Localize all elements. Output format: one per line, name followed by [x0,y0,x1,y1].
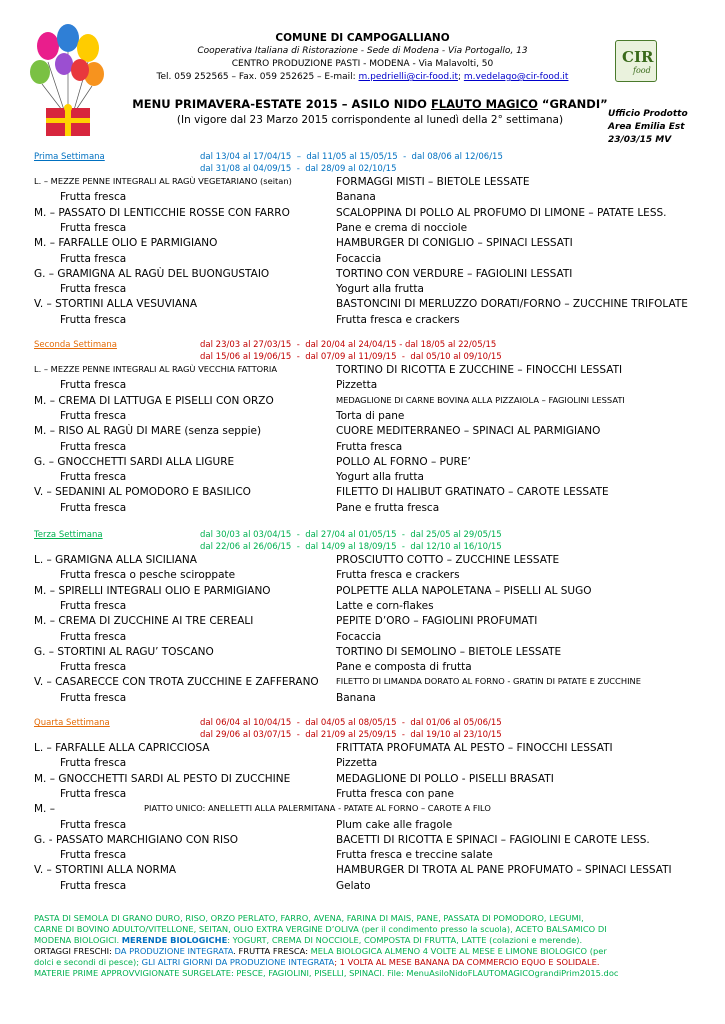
footer-line-3: MODENA BIOLOGICI. MERENDE BIOLOGICHE: YOGURT, CREMA DI NOCCIOLE, COMPOSTA DI FRUTTA, LATTE (colazioni e merende). [34,935,583,945]
menu-row [34,471,714,486]
menu-left-cell: Frutta fresca [60,787,127,800]
menu-row [34,191,714,206]
menu-row [34,410,714,425]
menu-right-cell: BASTONCINI DI MERLUZZO DORATI/FORNO – ZUCCHINE TRIFOLATE [336,298,688,311]
menu-row [34,298,714,313]
menu-right-cell: Pane e frutta fresca [336,501,440,514]
menu-left-cell: Frutta fresca [60,252,127,265]
cir-logo-text: CIR [622,48,654,66]
menu-row [34,176,714,191]
menu-row [34,237,714,252]
menu-right-cell: FILETTO DI LIMANDA DORATO AL FORNO - GRATIN DI PATATE E ZUCCHINE [336,676,641,687]
menu-left-cell: L. – MEZZE PENNE INTEGRALI AL RAGÙ VEGETARIANO (seitan) [34,176,292,186]
menu-left-cell: M. – [34,803,55,816]
menu-row [34,676,714,691]
menu-right-cell: PROSCIUTTO COTTO – ZUCCHINE LESSATE [336,554,560,566]
menu-left-cell: M. – SPIRELLI INTEGRALI OLIO E PARMIGIANO [34,584,271,597]
menu-left-cell: M. – PASSATO DI LENTICCHIE ROSSE CON FARRO [34,206,290,219]
week-label: Seconda Settimana [34,340,117,350]
menu-right-cell: Latte e corn-flakes [336,599,434,612]
menu-left-cell: Frutta fresca [60,283,127,296]
week-dates-2: dal 31/08 al 04/09/15 - dal 28/09 al 02/10/15 [200,164,397,174]
menu-right-cell: Pizzetta [336,379,378,392]
week-dates-2: dal 22/06 al 26/06/15 - dal 14/09 al 18/09/15 - dal 12/10 al 16/10/15 [200,542,502,552]
menu-row [34,880,714,895]
menu-row [34,757,714,772]
menu-row [34,441,714,456]
menu-left-cell: V. – CASARECCE CON TROTA ZUCCHINE E ZAFFERANO [34,676,319,689]
menu-title: MENU PRIMAVERA-ESTATE 2015 – ASILO NIDO FLAUTO MAGICO “GRANDI” [132,97,608,111]
menu-subtitle: (In vigore dal 23 Marzo 2015 corrispondente al lunedì della 2° settimana) [176,114,564,126]
menu-left-cell: Frutta fresca [60,501,127,514]
menu-row [34,742,714,757]
menu-left-cell: V. – STORTINI ALLA VESUVIANA [34,298,198,311]
menu-right-cell: HAMBURGER DI CONIGLIO – SPINACI LESSATI [336,237,573,250]
footer-line-2: CARNE DI BOVINO ADULTO/VITELLONE, SEITAN, OLIO EXTRA VERGINE D’OLIVA (per il condimento presso la scuola), ACETO BALSAMICO DI [34,924,607,934]
week-dates-2: dal 15/06 al 19/06/15 - dal 07/09 al 11/09/15 - dal 05/10 al 09/10/15 [200,352,502,362]
menu-right-cell: TORTINO CON VERDURE – FAGIOLINI LESSATI [336,267,573,280]
menu-left-cell: Frutta fresca [60,879,127,892]
menu-left-cell: Frutta fresca [60,691,127,704]
menu-row [34,486,714,501]
menu-left-cell: G. – GNOCCHETTI SARDI ALLA LIGURE [34,455,235,468]
menu-right-cell: Focaccia [336,252,382,265]
menu-left-cell: Frutta fresca [60,630,127,643]
menu-row [34,314,714,329]
food-logo-text: food [633,66,651,75]
menu-right-cell: POLLO AL FORNO – PURE’ [336,455,471,468]
menu-row [34,788,714,803]
menu-right-cell: Frutta fresca e crackers [336,569,460,582]
menu-right-cell: PIATTO UNICO: ANELLETTI ALLA PALERMITANA - PATATE AL FORNO – CAROTE A FILO [144,803,491,814]
menu-left-cell: M. – FARFALLE OLIO E PARMIGIANO [34,237,218,250]
menu-right-cell: FILETTO DI HALIBUT GRATINATO – CAROTE LESSATE [336,486,609,499]
menu-right-cell: Frutta fresca e treccine salate [336,849,493,862]
menu-right-cell: PEPITE D’ORO – FAGIOLINI PROFUMATI [336,615,538,628]
menu-row [34,646,714,661]
menu-left-cell: Frutta fresca [60,409,127,422]
week-dates-1: dal 06/04 al 10/04/15 - dal 04/05 al 08/05/15 - dal 01/06 al 05/06/15 [200,718,502,728]
menu-left-cell: M. – CREMA DI LATTUGA E PISELLI CON ORZO [34,394,274,407]
menu-row [34,773,714,788]
menu-row [34,268,714,283]
menu-right-cell: Yogurt alla frutta [336,471,424,484]
week-dates-2: dal 29/06 al 03/07/15 - dal 21/09 al 25/09/15 - dal 19/10 al 23/10/15 [200,730,502,740]
menu-row [34,661,714,676]
week-dates-1: dal 23/03 al 27/03/15 - dal 20/04 al 24/04/15 - dal 18/05 al 22/05/15 [200,340,497,350]
menu-row [34,631,714,646]
week-dates-1: dal 30/03 al 03/04/15 - dal 27/04 al 01/05/15 - dal 25/05 al 29/05/15 [200,530,502,540]
menu-row [34,585,714,600]
footer-line-4: ORTAGGI FRESCHI: DA PRODUZIONE INTEGRATA. FRUTTA FRESCA: MELA BIOLOGICA ALMENO 4 VOLTE AL MESE E LIMONE BIOLOGICO (per [34,946,607,956]
menu-left-cell: Frutta fresca [60,757,127,770]
menu-row [34,864,714,879]
menu-left-cell: Frutta fresca [60,379,127,392]
menu-row [34,834,714,849]
menu-left-cell: Frutta fresca [60,191,127,204]
menu-left-cell: V. – SEDANINI AL POMODORO E BASILICO [34,486,251,499]
menu-right-cell: Pane e composta di frutta [336,661,472,674]
menu-left-cell: G. – GRAMIGNA AL RAGÙ DEL BUONGUSTAIO [34,267,270,280]
menu-left-cell: L. – GRAMIGNA ALLA SICILIANA [34,554,197,566]
menu-left-cell: Frutta fresca [60,221,127,234]
menu-row [34,283,714,298]
menu-left-cell: G. – STORTINI AL RAGU’ TOSCANO [34,645,214,658]
menu-row [34,600,714,615]
menu-left-cell: Frutta fresca [60,849,127,862]
header-centro: CENTRO PRODUZIONE PASTI - MODENA - Via Malavolti, 50 [231,59,494,69]
menu-row [34,395,714,410]
menu-left-cell: Frutta fresca [60,471,127,484]
menu-row [34,803,714,818]
menu-row [34,222,714,237]
ufficio-prodotto: Ufficio Prodotto Area Emilia Est 23/03/15 MV [608,109,688,145]
footer-line-1: PASTA DI SEMOLA DI GRANO DURO, RISO, ORZO PERLATO, FARRO, AVENA, FARINA DI MAIS, PANE, PASSATA DI POMODORO, LEGUMI, [34,913,584,923]
menu-right-cell: Banana [336,691,376,704]
menu-left-cell: Frutta fresca [60,818,127,831]
week-label: Quarta Settimana [34,718,110,728]
menu-left-cell: V. – STORTINI ALLA NORMA [34,864,177,877]
footer-line-6: MATERIE PRIME APPROVVIGIONATE SURGELATE: PESCE, FAGIOLINI, PISELLI, SPINACI. File: MenuAsiloNidoFLAUTOMAGICOgrandiPrim2015.doc [34,968,619,978]
week-dates-1: dal 13/04 al 17/04/15 – dal 11/05 al 15/05/15 - dal 08/06 al 12/06/15 [200,152,503,162]
menu-right-cell: SCALOPPINA DI POLLO AL PROFUMO DI LIMONE – PATATE LESS. [336,206,667,219]
menu-row [34,502,714,517]
menu-left-cell: M. – GNOCCHETTI SARDI AL PESTO DI ZUCCHINE [34,772,291,785]
menu-left-cell: Frutta fresca [60,599,127,612]
menu-row [34,425,714,440]
menu-row [34,554,714,569]
header-cooperativa: Cooperativa Italiana di Ristorazione - Sede di Modena - Via Portogallo, 13 [197,46,528,56]
menu-right-cell: Frutta fresca e crackers [336,313,460,326]
week-label: Prima Settimana [34,152,105,162]
menu-left-cell: L. – FARFALLE ALLA CAPRICCIOSA [34,742,210,754]
menu-left-cell: Frutta fresca [60,313,127,326]
menu-right-cell: TORTINO DI RICOTTA E ZUCCHINE – FINOCCHI LESSATI [336,364,623,376]
menu-right-cell: Plum cake alle fragole [336,818,453,831]
menu-right-cell: FRITTATA PROFUMATA AL PESTO – FINOCCHI LESSATI [336,742,613,754]
menu-right-cell: FORMAGGI MISTI – BIETOLE LESSATE [336,176,530,188]
menu-right-cell: Pane e crema di nocciole [336,221,468,234]
menu-row [34,207,714,222]
menu-row [34,849,714,864]
menu-row [34,819,714,834]
menu-right-cell: CUORE MEDITERRANEO – SPINACI AL PARMIGIANO [336,425,601,438]
header-contacts: Tel. 059 252565 – Fax. 059 252625 – E-mail: m.pedrielli@cir-food.it; m.vedelago@cir-food.it [156,72,569,82]
menu-right-cell: MEDAGLIONE DI POLLO - PISELLI BRASATI [336,772,554,785]
menu-row [34,692,714,707]
email-link-pedrielli[interactable]: m.pedrielli@cir-food.it [358,72,458,82]
header-comune: COMUNE DI CAMPOGALLIANO [275,32,450,44]
menu-left-cell: M. – RISO AL RAGÙ DI MARE (senza seppie) [34,425,262,438]
menu-right-cell: MEDAGLIONE DI CARNE BOVINA ALLA PIZZAIOLA – FAGIOLINI LESSATI [336,394,625,405]
menu-left-cell: G. - PASSATO MARCHIGIANO CON RISO [34,833,239,846]
email-link-vedelago[interactable]: m.vedelago@cir-food.it [463,72,569,82]
menu-row [34,569,714,584]
menu-left-cell: L. – MEZZE PENNE INTEGRALI AL RAGÙ VECCHIA FATTORIA [34,364,278,374]
menu-right-cell: Banana [336,191,376,204]
menu-left-cell: Frutta fresca [60,440,127,453]
footer-line-5: dolci e secondi di pesce); GLI ALTRI GIORNI DA PRODUZIONE INTEGRATA; 1 VOLTA AL MESE BANANA DA COMMERCIO EQUO E SOLIDALE. [34,957,600,967]
menu-row [34,253,714,268]
menu-right-cell: Pizzetta [336,757,378,770]
menu-row [34,379,714,394]
menu-right-cell: Frutta fresca con pane [336,787,454,800]
menu-row [34,364,714,379]
menu-right-cell: HAMBURGER DI TROTA AL PANE PROFUMATO – SPINACI LESSATI [336,864,672,877]
menu-right-cell: Torta di pane [336,409,405,422]
menu-row [34,456,714,471]
menu-right-cell: Focaccia [336,630,382,643]
menu-right-cell: BACETTI DI RICOTTA E SPINACI – FAGIOLINI E CAROTE LESS. [336,833,650,846]
menu-right-cell: TORTINO DI SEMOLINO – BIETOLE LESSATE [336,645,562,658]
menu-right-cell: Gelato [336,879,371,892]
week-label: Terza Settimana [34,530,103,540]
menu-right-cell: Yogurt alla frutta [336,283,424,296]
menu-left-cell: M. – CREMA DI ZUCCHINE AI TRE CEREALI [34,615,254,628]
phone-fax-text: Tel. 059 252565 – Fax. 059 252625 – E-mail: [156,72,359,82]
menu-left-cell: Frutta fresca o pesche sciroppate [60,569,236,582]
menu-right-cell: Frutta fresca [336,440,403,453]
menu-left-cell: Frutta fresca [60,661,127,674]
menu-right-cell: POLPETTE ALLA NAPOLETANA – PISELLI AL SUGO [336,584,592,597]
menu-row [34,615,714,630]
